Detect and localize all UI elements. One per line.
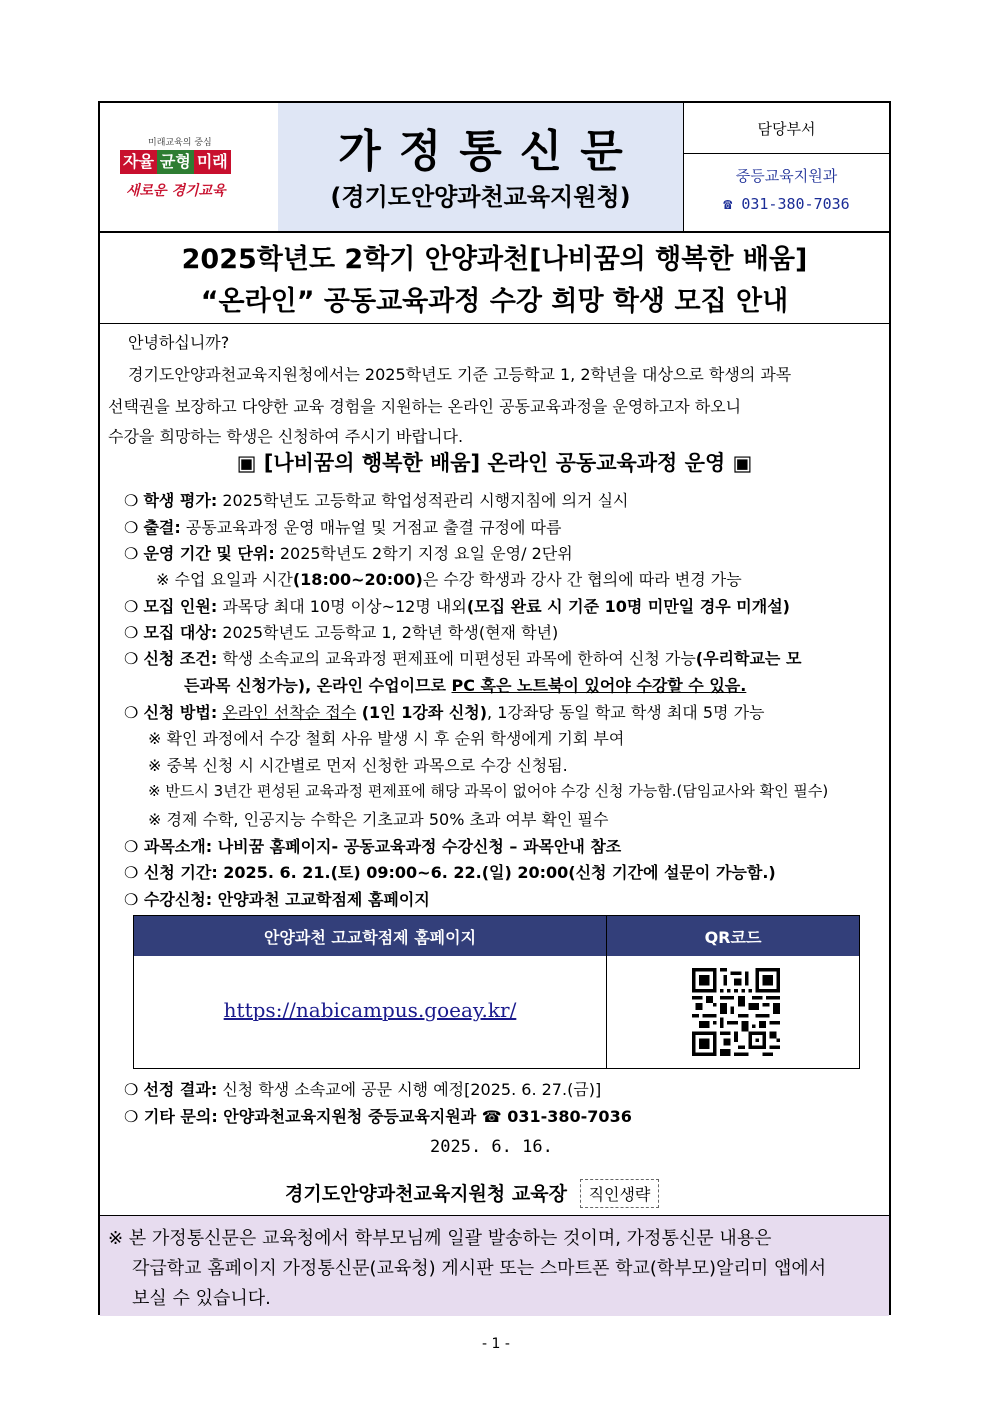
- item-result: [124, 1077, 601, 1100]
- item-target: [124, 620, 558, 643]
- item-emphasis: (우리학교는 모: [695, 649, 802, 668]
- item-method: [124, 700, 764, 723]
- item-label: 출결:: [143, 518, 181, 537]
- intro-line: 수강을 희망하는 학생은 신청하여 주시기 바랍니다.: [108, 427, 464, 446]
- bullet-icon: ❍: [124, 890, 139, 909]
- item-apply-period: [124, 860, 776, 883]
- item-label: 학생 평가:: [143, 491, 218, 510]
- bullet-icon: ❍: [124, 623, 139, 642]
- signature: [285, 1179, 659, 1208]
- logo-tagline: 미래교육의 중심: [148, 138, 212, 148]
- item-condition: [124, 646, 801, 669]
- logo: [100, 103, 280, 231]
- bullet-icon: ❍: [124, 491, 139, 510]
- item-apply-site: [124, 887, 430, 910]
- item-attendance: [124, 515, 561, 538]
- department-name: 중등교육지원과: [735, 167, 838, 185]
- item-emphasis: (모집 완료 시 기준 10명 미만일 경우 미개설): [466, 597, 790, 616]
- item-evaluation: [124, 488, 629, 511]
- item-text: 2025학년도 2학기 지정 요일 운영/ 2단위: [274, 544, 573, 563]
- intro-line: 경기도안양과천교육지원청에서는 2025학년도 기준 고등학교 1, 2학년을 대상으로 학생의 과목: [128, 365, 792, 384]
- footnote-line: ※ 본 가정통신문은 교육청에서 학부모님께 일괄 발송하는 것이며, 가정통신문 내용은: [108, 1228, 772, 1249]
- bullet-icon: ❍: [124, 1107, 139, 1126]
- table-divider: [606, 956, 607, 1068]
- department-cell: [684, 103, 889, 231]
- headline-line-1: 2025학년도 2학기 안양과천[나비꿈의 행복한 배움]: [181, 244, 808, 275]
- method-note: ※ 경제 수학, 인공지능 수학은 기초교과 50% 초과 여부 확인 필수: [148, 810, 609, 829]
- item-label: 모집 대상:: [143, 623, 218, 642]
- item-text: 2025학년도 고등학교 학업성적관리 시행지침에 의거 실시: [217, 491, 629, 510]
- item-text: 공동교육과정 운영 매뉴얼 및 거점교 출결 규정에 따름: [180, 518, 562, 537]
- item-emphasis: 든과목 신청가능), 온라인 수업이므로: [184, 676, 452, 695]
- item-text: 과목당 최대 10명 이상~12명 내외: [217, 597, 467, 616]
- item-capacity: [124, 594, 790, 617]
- page-subtitle: (경기도안양과천교육지원청): [330, 183, 631, 211]
- item-underline: 온라인 선착순 접수: [222, 703, 357, 722]
- footnote: [100, 1215, 889, 1316]
- item-label: 신청 방법:: [143, 703, 218, 722]
- item-contact: [124, 1104, 632, 1127]
- footnote-line: 보실 수 있습니다.: [132, 1288, 271, 1309]
- item-period: [124, 541, 573, 564]
- bullet-icon: ❍: [124, 703, 139, 722]
- item-condition-cont: [184, 673, 746, 696]
- headline-line-2: “온라인” 공동교육과정 수강 희망 학생 모집 안내: [200, 286, 789, 317]
- section-title: ▣ [나비꿈의 행복한 배움] 온라인 공동교육과정 운영 ▣: [236, 451, 753, 475]
- logo-word: 자율: [120, 150, 157, 174]
- item-text: 신청 기간: 2025. 6. 21.(토) 09:00~6. 22.(일) 20:00(신청 기간에 설문이 가능함.): [143, 863, 776, 882]
- bullet-icon: ❍: [124, 863, 139, 882]
- homepage-link[interactable]: https://nabicampus.goeay.kr/: [223, 998, 517, 1022]
- bullet-icon: ❍: [124, 597, 139, 616]
- item-text: , 1강좌당 동일 학교 학생 최대 5명 가능: [487, 703, 765, 722]
- item-label: 선정 결과:: [143, 1080, 218, 1099]
- issue-date: 2025. 6. 16.: [430, 1137, 553, 1157]
- period-note: [156, 567, 742, 590]
- logo-word: 균형: [157, 150, 194, 174]
- header: [100, 103, 889, 233]
- page-title: 가정통신문: [338, 126, 641, 177]
- logo-slogan: 새로운 경기교육: [126, 183, 226, 199]
- bullet-icon: ❍: [124, 1080, 139, 1099]
- item-label: 신청 조건:: [143, 649, 218, 668]
- sender: 경기도안양과천교육지원청 교육장: [285, 1183, 567, 1205]
- seal-omitted-stamp: 직인생략: [580, 1179, 660, 1208]
- item-text: 신청 학생 소속교에 공문 시행 예정[2025. 6. 27.(금)]: [217, 1080, 602, 1099]
- qr-code-icon[interactable]: [692, 968, 780, 1056]
- item-text: 기타 문의: 안양과천교육지원청 중등교육지원과 ☎ 031-380-7036: [143, 1107, 632, 1126]
- item-label: 운영 기간 및 단위:: [143, 544, 275, 563]
- title-cell: [278, 103, 684, 231]
- bullet-icon: ❍: [124, 518, 139, 537]
- method-note: ※ 확인 과정에서 수강 철회 사유 발생 시 후 순위 학생에게 기회 부여: [148, 729, 625, 748]
- intro-line: 선택권을 보장하고 다양한 교육 경험을 지원하는 온라인 공동교육과정을 운영하고자 하오니: [108, 397, 742, 416]
- item-emphasis: (1인 1강좌 신청): [356, 703, 488, 722]
- item-subject: [124, 834, 621, 857]
- note-text: 은 수강 학생과 강사 간 협의에 따라 변경 가능: [422, 570, 742, 589]
- bullet-icon: ❍: [124, 649, 139, 668]
- table-header-qr: QR코드: [607, 916, 859, 956]
- item-underline: PC 혹은 노트북이 있어야 수강할 수 있음.: [451, 676, 747, 695]
- greeting: 안녕하십니까?: [128, 333, 230, 352]
- note-time: (18:00~20:00): [292, 570, 423, 589]
- bullet-icon: ❍: [124, 544, 139, 563]
- logo-words: [120, 150, 231, 174]
- item-text: 수강신청: 안양과천 고교학점제 홈페이지: [143, 890, 430, 909]
- page-number: - 1 -: [482, 1336, 510, 1352]
- note-text: ※ 수업 요일과 시간: [156, 570, 293, 589]
- table-header-site: 안양과천 고교학점제 홈페이지: [134, 916, 607, 956]
- headline: [100, 231, 889, 324]
- method-note: ※ 반드시 3년간 편성된 교육과정 편제표에 해당 과목이 없어야 수강 신청 가능함.(담임교사와 확인 필수): [148, 782, 829, 800]
- application-table: [133, 915, 860, 1069]
- logo-word: 미래: [194, 150, 231, 174]
- item-text: 학생 소속교의 교육과정 편제표에 미편성된 과목에 한하여 신청 가능: [217, 649, 696, 668]
- department-phone: ☎ 031-380-7036: [723, 195, 850, 213]
- bullet-icon: ❍: [124, 837, 139, 856]
- department-label: 담당부서: [684, 103, 889, 154]
- item-text: 과목소개: 나비꿈 홈페이지- 공동교육과정 수강신청 – 과목안내 참조: [143, 837, 622, 856]
- notice-frame: [98, 101, 891, 1315]
- method-note: ※ 중복 신청 시 시간별로 먼저 신청한 과목으로 수강 신청됨.: [148, 756, 568, 775]
- footnote-line: 각급학교 홈페이지 가정통신문(교육청) 게시판 또는 스마트폰 학교(학부모)알리미 앱에서: [132, 1258, 827, 1279]
- item-text: 2025학년도 고등학교 1, 2학년 학생(현재 학년): [217, 623, 559, 642]
- item-label: 모집 인원:: [143, 597, 218, 616]
